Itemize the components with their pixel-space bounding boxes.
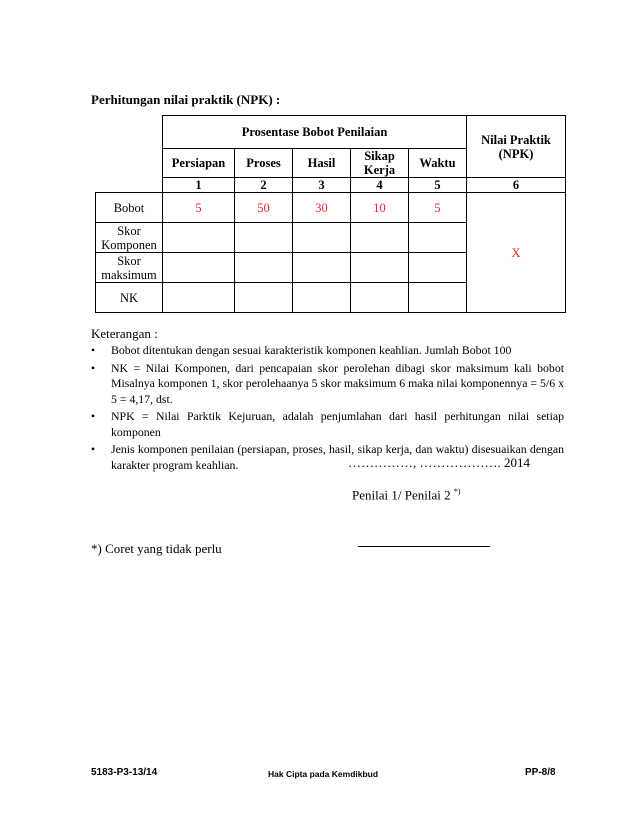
signature-line [358, 546, 490, 547]
row-label-bobot: Bobot [96, 193, 163, 223]
table-cell [351, 253, 409, 283]
date-line: ……………, ………………. 2014 [348, 455, 530, 470]
list-item [91, 409, 564, 440]
table-cell [409, 283, 467, 313]
penilai-text: Penilai 1/ Penilai 2 [352, 487, 451, 503]
table-row [96, 193, 566, 223]
col-number: 4 [351, 178, 409, 193]
section-heading: Perhitungan nilai praktik (NPK) : [91, 92, 281, 107]
empty-corner-3 [96, 178, 163, 193]
list-item-text: Jenis komponen penilaian (persiapan, proses, hasil, sikap kerja, dan waktu) disesuaikan dengan karakter program keahlian. [111, 442, 564, 472]
col-header-sikap-kerja: Sikap Kerja [351, 149, 409, 178]
table-cell [409, 253, 467, 283]
bullet-icon: • [91, 442, 96, 456]
col-header-proses: Proses [235, 149, 293, 178]
keterangan-title: Keterangan : [91, 326, 158, 341]
row-label-skor-maksimum: Skor maksimum [96, 253, 163, 283]
table-cell [351, 283, 409, 313]
col-number: 6 [467, 178, 566, 193]
col-number: 5 [409, 178, 467, 193]
col-header-hasil: Hasil [293, 149, 351, 178]
empty-corner [96, 116, 163, 149]
table-cell [163, 223, 235, 253]
bullet-icon: • [91, 360, 96, 375]
table-cell [351, 223, 409, 253]
footnote: *) Coret yang tidak perlu [91, 541, 222, 556]
table-cell [409, 223, 467, 253]
list-item-text: NK = Nilai Komponen, dari pencapaian skor perolehan dibagi skor maksimum kali bobot Misalnya komponen 1, skor perolehaanya 5 skor maksimum 6 maka nilai komponennya = 5/6 x 5 = 4,17, dst. [111, 360, 564, 406]
table-cell [235, 223, 293, 253]
list-item [91, 343, 564, 359]
list-item-text: NPK = Nilai Parktik Kejuruan, adalah penjumlahan dari hasil perhitungan nilai setiap komponen [111, 409, 564, 439]
bobot-value: 5 [163, 193, 235, 223]
table-cell [293, 253, 351, 283]
table-cell [163, 283, 235, 313]
col-number: 3 [293, 178, 351, 193]
footer-page: PP-8/8 [525, 767, 556, 778]
npk-header: Nilai Praktik (NPK) [467, 116, 566, 178]
footer-code: 5183-P3-13/14 [91, 767, 158, 778]
table-cell [235, 283, 293, 313]
col-number: 1 [163, 178, 235, 193]
table-cell [163, 253, 235, 283]
npk-mark: X [467, 193, 566, 313]
bobot-value: 5 [409, 193, 467, 223]
row-label-nk: NK [96, 283, 163, 313]
footer-copyright: Hak Cipta pada Kemdikbud [268, 769, 379, 779]
col-header-waktu: Waktu [409, 149, 467, 178]
table-cell [293, 223, 351, 253]
penilai-label [352, 487, 461, 503]
col-number: 2 [235, 178, 293, 193]
empty-corner-2 [96, 149, 163, 178]
bobot-value: 30 [293, 193, 351, 223]
list-item-text: Bobot ditentukan dengan sesuai karakteristik komponen keahlian. Jumlah Bobot 100 [111, 343, 512, 357]
col-header-persiapan: Persiapan [163, 149, 235, 178]
list-item [91, 361, 564, 408]
table-cell [293, 283, 351, 313]
bullet-icon: • [91, 343, 96, 357]
bobot-value: 50 [235, 193, 293, 223]
npk-table [95, 115, 566, 313]
penilai-mark: *) [453, 487, 461, 496]
table-cell [235, 253, 293, 283]
row-label-skor-komponen: Skor Komponen [96, 223, 163, 253]
bobot-value: 10 [351, 193, 409, 223]
group-header: Prosentase Bobot Penilaian [163, 116, 467, 149]
bullet-icon: • [91, 409, 96, 423]
